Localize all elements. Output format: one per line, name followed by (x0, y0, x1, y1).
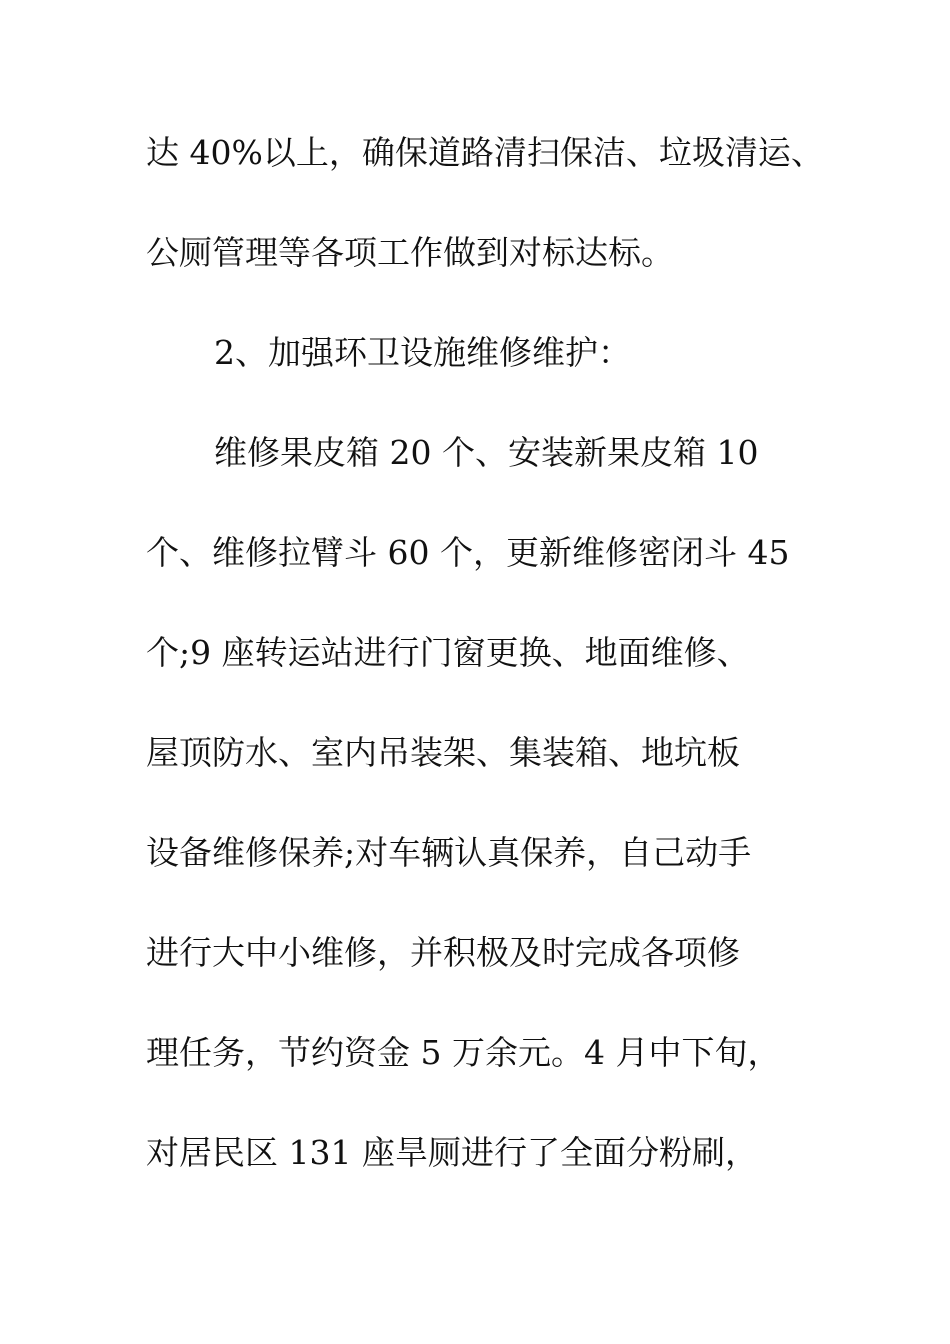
text-line-6: 个;9 座转运站进行门窗更换、地面维修、 (146, 633, 750, 672)
text-line-7: 屋顶防水、室内吊装架、集装箱、地坑板 (146, 733, 740, 772)
section-heading: 2、加强环卫设施维修维护： (214, 333, 631, 372)
text-line-11: 对居民区 131 座旱厕进行了全面分粉刷， (146, 1133, 758, 1172)
text-line-8: 设备维修保养;对车辆认真保养，自己动手 (146, 833, 752, 872)
text-line-10: 理任务，节约资金 5 万余元。4 月中下旬， (146, 1033, 781, 1072)
text-line-9: 进行大中小维修，并积极及时完成各项修 (146, 933, 740, 972)
text-line-1: 达 40%以上，确保道路清扫保洁、垃圾清运、 (146, 133, 824, 172)
text-line-5: 个、维修拉臂斗 60 个，更新维修密闭斗 45 (146, 533, 790, 572)
text-line-2: 公厕管理等各项工作做到对标达标。 (146, 233, 674, 272)
text-line-4: 维修果皮箱 20 个、安装新果皮箱 10 (214, 433, 759, 472)
